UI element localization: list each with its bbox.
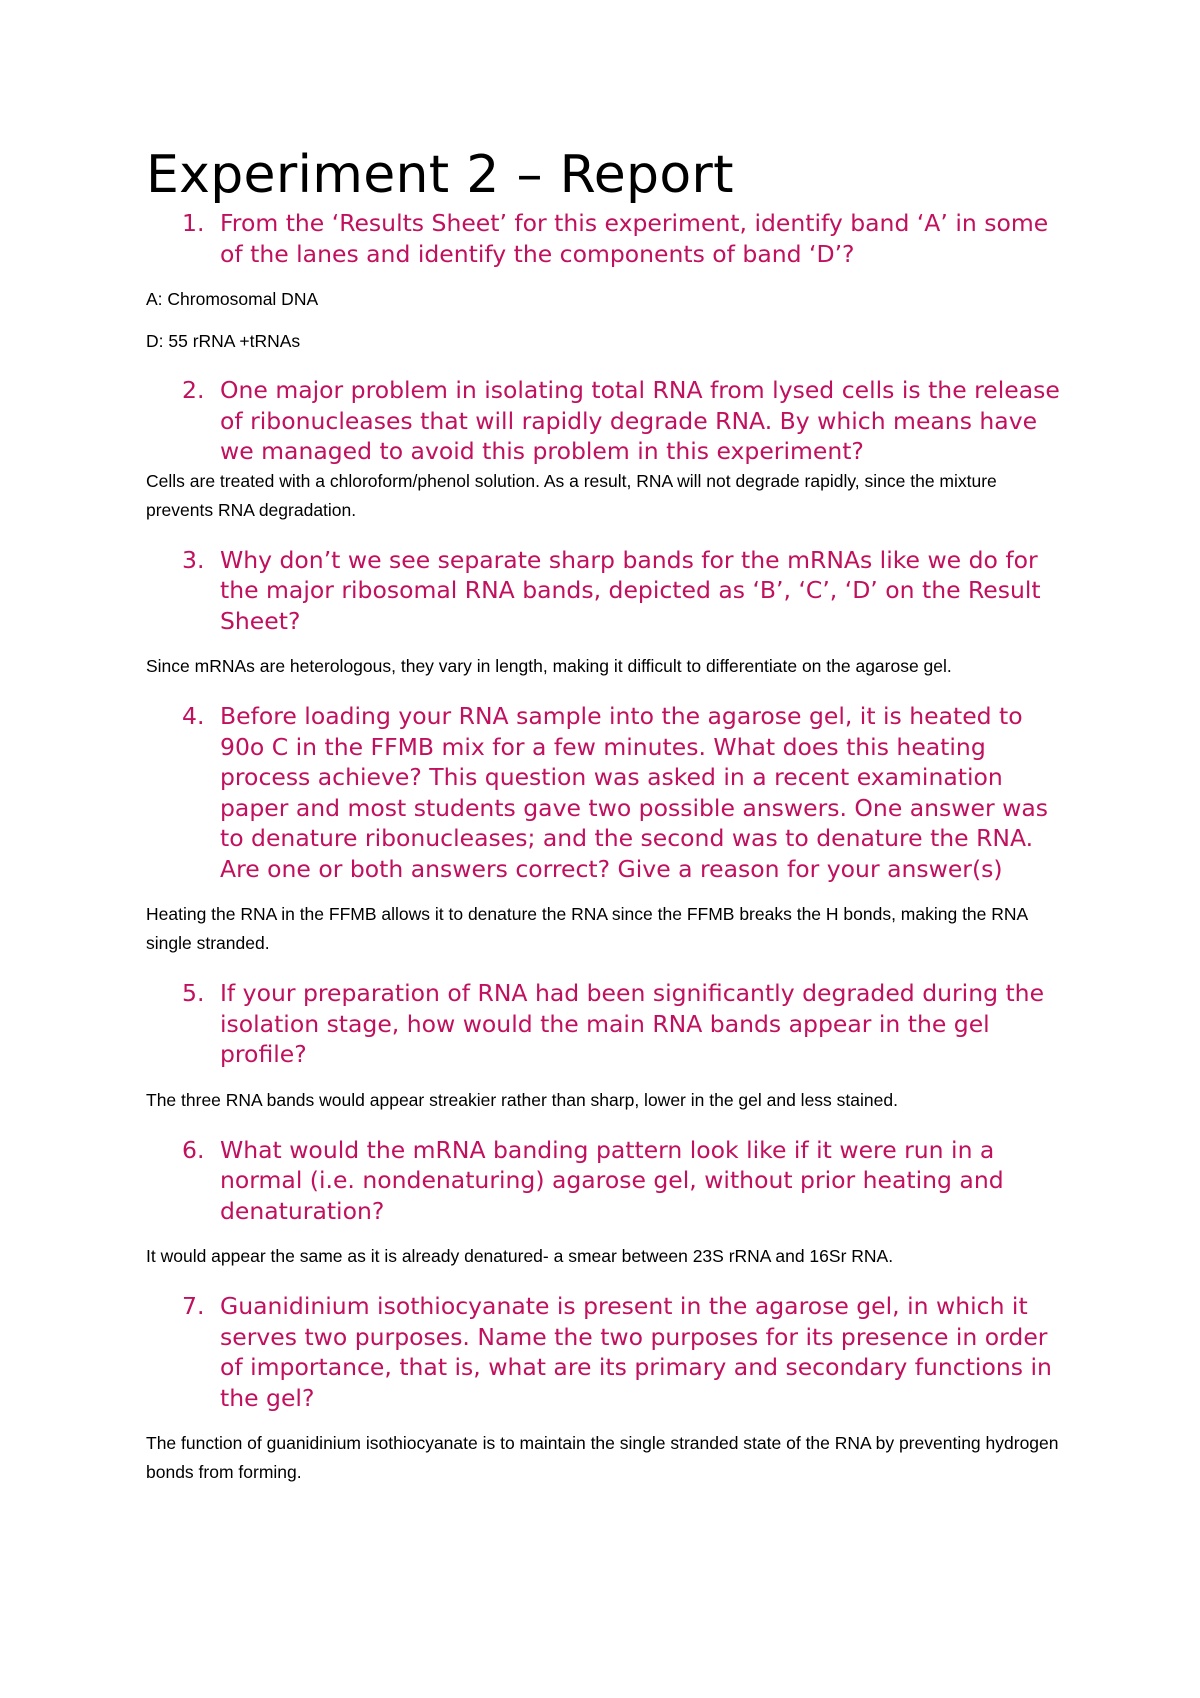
question-number	[146, 978, 220, 1070]
question-number	[146, 1135, 220, 1227]
question-item	[146, 208, 1066, 269]
question-item	[146, 375, 1066, 467]
question-number-label: 1.	[182, 209, 205, 237]
question-number-label: 4.	[182, 702, 205, 730]
question-item	[146, 545, 1066, 637]
document-page	[146, 142, 1066, 1487]
question-number-label: 6.	[182, 1135, 205, 1164]
question-item	[146, 701, 1066, 884]
question-text: If your preparation of RNA had been significantly degraded during the isolation stage, how would the main RNA bands appear in the gel profile?	[220, 979, 1045, 1068]
question-text: Guanidinium isothiocyanate is present in the agarose gel, in which it serves two purposes. Name the two purposes for its presence in order of importance, that is, what are its primary and secondary functions in the gel?	[220, 1292, 1052, 1412]
question-number	[146, 701, 220, 884]
document-title: Experiment 2 – Report	[146, 145, 734, 205]
question-text: From the ‘Results Sheet’ for this experiment, identify band ‘A’ in some of the lanes and identify the components of band ‘D’?	[220, 209, 1049, 268]
question-text: One major problem in isolating total RNA from lysed cells is the release of ribonucleases that will rapidly degrade RNA. By which means have we managed to avoid this problem in this experiment?	[220, 376, 1060, 465]
question-number-label: 3.	[182, 545, 205, 574]
question-list	[146, 208, 1066, 1487]
answer-text: Since mRNAs are heterologous, they vary in length, making it difficult to differentiate on the agarose gel.	[146, 656, 952, 676]
answer-text: Heating the RNA in the FFMB allows it to denature the RNA since the FFMB breaks the H bonds, making the RNA single stranded.	[146, 904, 1028, 953]
answer-text: A: Chromosomal DNA	[146, 289, 319, 309]
question-number-label: 5.	[182, 979, 205, 1007]
question-text: Before loading your RNA sample into the agarose gel, it is heated to 90o C in the FFMB mix for a few minutes. What does this heating process achieve? This question was asked in a recent examination paper and most students gave two possible answers. One answer was to denature ribonucleases; and the second was to denature the RNA. Are one or both answers correct? Give a reason for your answer(s)	[220, 702, 1048, 883]
question-text: What would the mRNA banding pattern look like if it were run in a normal (i.e. nondenaturing) agarose gel, without prior heating and denaturation?	[220, 1135, 1004, 1225]
question-item	[146, 1135, 1066, 1227]
question-number	[146, 545, 220, 637]
question-item	[146, 978, 1066, 1070]
answer-text: D: 55 rRNA +tRNAs	[146, 331, 301, 351]
question-number	[146, 375, 220, 467]
question-text: Why don’t we see separate sharp bands for the mRNAs like we do for the major ribosomal RNA bands, depicted as ‘B’, ‘C’, ‘D’ on the Result Sheet?	[220, 545, 1041, 635]
question-number-label: 7.	[182, 1292, 205, 1320]
answer-text: It would appear the same as it is already denatured- a smear between 23S rRNA and 16Sr RNA.	[146, 1246, 894, 1266]
answer-text: Cells are treated with a chloroform/phenol solution. As a result, RNA will not degrade rapidly, since the mixture prevents RNA degradation.	[146, 470, 997, 520]
answer-text: The three RNA bands would appear streakier rather than sharp, lower in the gel and less stained.	[146, 1089, 898, 1110]
question-number-label: 2.	[182, 376, 205, 404]
question-item	[146, 1291, 1066, 1413]
answer-text: The function of guanidinium isothiocyanate is to maintain the single stranded state of the RNA by preventing hydrogen bonds from forming.	[146, 1433, 1059, 1482]
question-number	[146, 208, 220, 269]
question-number	[146, 1291, 220, 1413]
